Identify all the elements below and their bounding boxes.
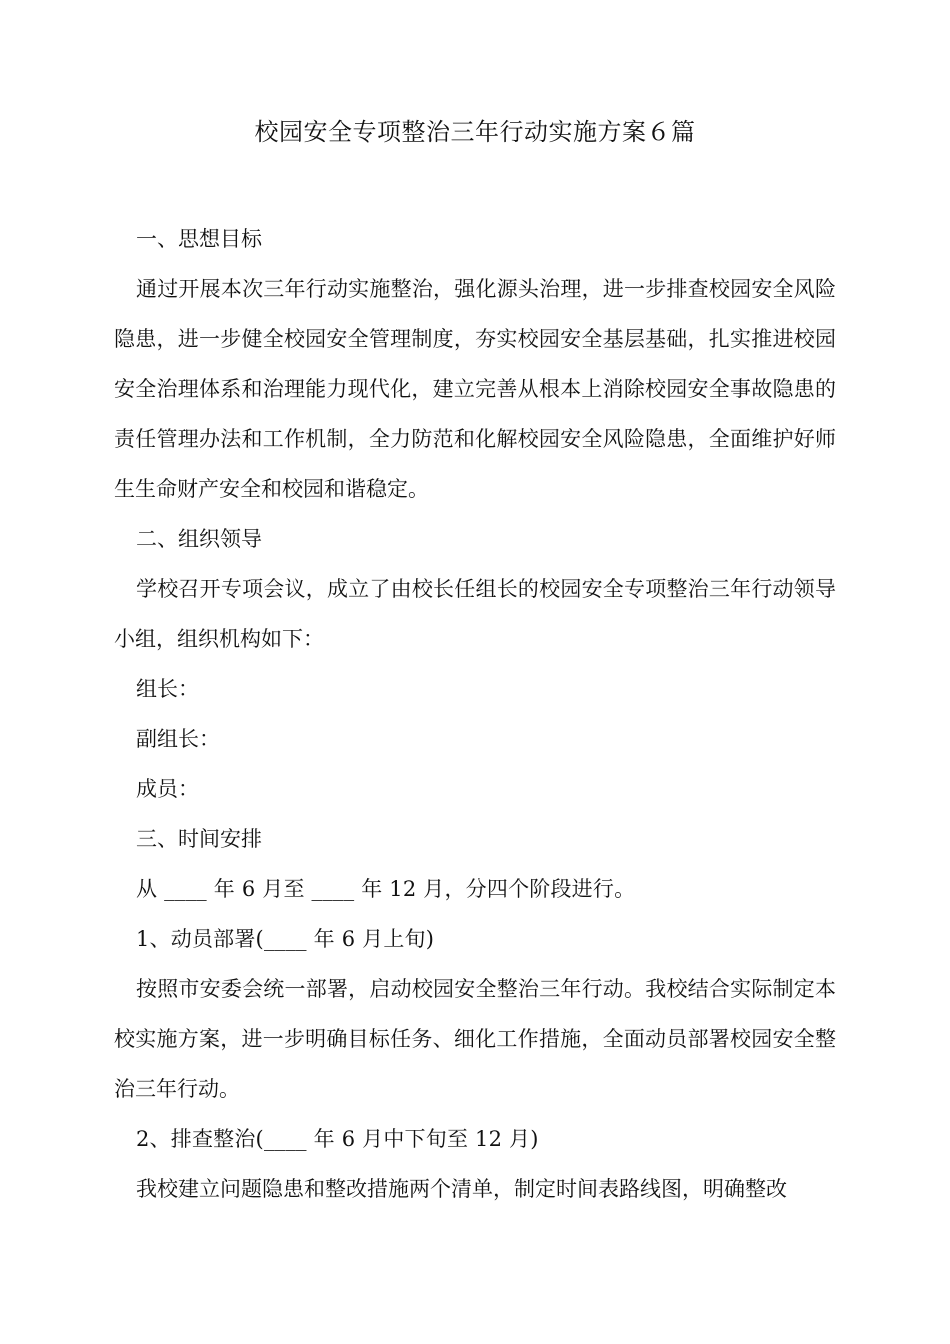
section-heading-goals: 一、思想目标 [136,227,262,251]
paragraph-organization: 学校召开专项会议，成立了由校长任组长的校园安全专项整治三年行动领导小组，组织机构如下： [114,577,836,651]
leader-label: 组长： [136,677,199,701]
section-heading-schedule: 三、时间安排 [136,827,262,851]
members-label: 成员： [136,777,199,801]
phase-2-paragraph: 我校建立问题隐患和整改措施两个清单，制定时间表路线图，明确整改 [136,1177,787,1201]
document-body [114,214,836,1214]
section-heading-organization: 二、组织领导 [136,527,262,551]
paragraph-goals: 通过开展本次三年行动实施整治，强化源头治理，进一步排查校园安全风险隐患，进一步健全校园安全管理制度，夯实校园安全基层基础，扎实推进校园安全治理体系和治理能力现代化，建立完善从根本上消除校园安全事故隐患的责任管理办法和工作机制，全力防范和化解校园安全风险隐患，全面维护好师生生命财产安全和校园和谐稳定。 [114,277,836,501]
document-title: 校园安全专项整治三年行动实施方案６篇 [254,118,696,146]
deputy-leader-label: 副组长： [136,727,220,751]
phase-2-heading: 2、排查整治(____ 年 6 月中下旬至 12 月) [136,1127,539,1151]
schedule-summary: 从 ____ 年 6 月至 ____ 年 12 月，分四个阶段进行。 [136,877,636,901]
phase-1-heading: 1、动员部署(____ 年 6 月上旬) [136,927,435,951]
phase-1-paragraph: 按照市安委会统一部署，启动校园安全整治三年行动。我校结合实际制定本校实施方案，进一步明确目标任务、细化工作措施，全面动员部署校园安全整治三年行动。 [114,977,836,1101]
